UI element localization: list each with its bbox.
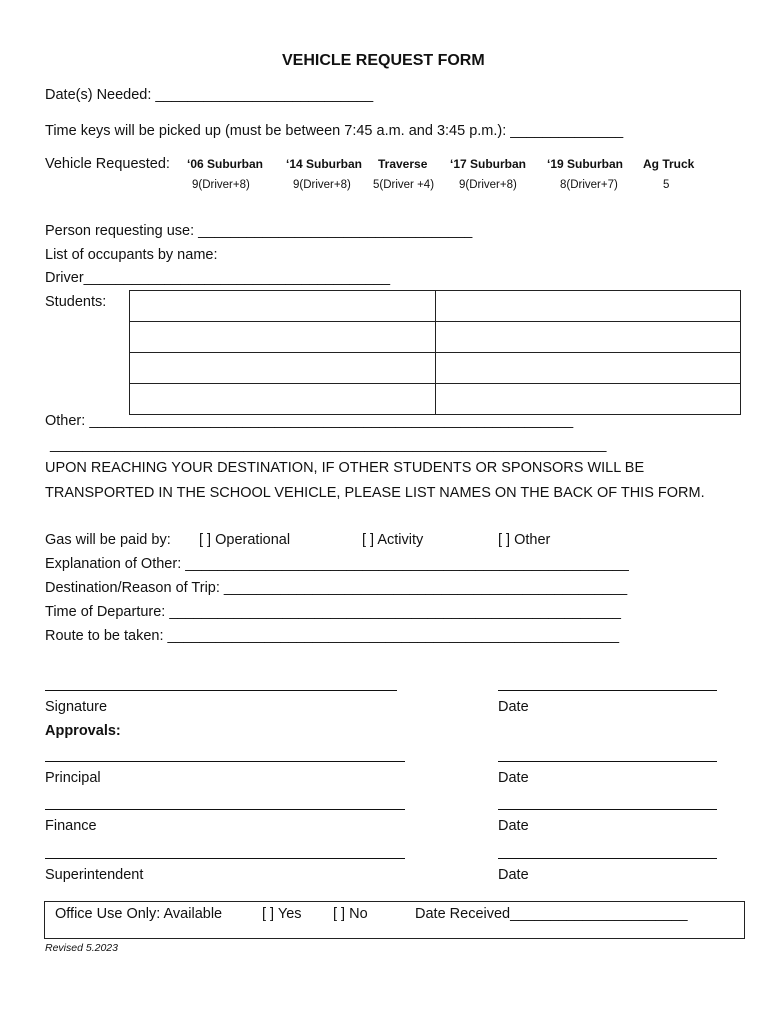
students-table: [129, 290, 741, 415]
vehicle-capacity: 8(Driver+7): [560, 179, 618, 191]
vehicle-requested-label: Vehicle Requested:: [45, 156, 170, 172]
superintendent-date-line[interactable]: [498, 858, 717, 859]
revised-note: Revised 5.2023: [45, 942, 118, 954]
student-cell[interactable]: [130, 291, 436, 322]
student-cell[interactable]: [435, 322, 741, 353]
other-occupants-field[interactable]: Other: ____________________________________________________________: [45, 413, 574, 429]
date-label: Date: [498, 867, 529, 883]
vehicle-capacity: 5(Driver +4): [373, 179, 435, 191]
principal-label: Principal: [45, 770, 101, 786]
page-title: VEHICLE REQUEST FORM: [282, 52, 485, 69]
vehicle-capacity: 5: [663, 179, 670, 191]
date-label: Date: [498, 699, 529, 715]
date-label: Date: [498, 818, 529, 834]
gas-option-other[interactable]: [ ] Other: [498, 532, 551, 548]
occupants-label: List of occupants by name:: [45, 247, 218, 263]
finance-signature-line[interactable]: [45, 809, 405, 810]
vehicle-option-17-suburban[interactable]: ‘17 Suburban: [450, 157, 527, 171]
student-cell[interactable]: [435, 291, 741, 322]
route-field[interactable]: Route to be taken: ________________________________________________________: [45, 628, 620, 644]
student-cell[interactable]: [435, 353, 741, 384]
approvals-heading: Approvals:: [45, 723, 121, 739]
students-label: Students:: [45, 294, 107, 310]
vehicle-option-traverse[interactable]: Traverse: [378, 157, 428, 171]
person-requesting-field[interactable]: Person requesting use: __________________________________: [45, 223, 473, 239]
office-yes-option[interactable]: [ ] Yes: [262, 906, 302, 922]
destination-field[interactable]: Destination/Reason of Trip: __________________________________________________: [45, 580, 628, 596]
vehicle-option-19-suburban[interactable]: ‘19 Suburban: [547, 157, 624, 171]
table-row: [130, 291, 741, 322]
superintendent-label: Superintendent: [45, 867, 144, 883]
student-cell[interactable]: [130, 384, 436, 415]
principal-signature-line[interactable]: [45, 761, 405, 762]
table-row: [130, 322, 741, 353]
other-occupants-line[interactable]: _____________________________________________________________________: [50, 437, 607, 453]
vehicle-capacity: 9(Driver+8): [192, 179, 250, 191]
student-cell[interactable]: [130, 353, 436, 384]
office-use-label: Office Use Only: Available: [55, 906, 223, 922]
departure-field[interactable]: Time of Departure: ________________________________________________________: [45, 604, 621, 620]
vehicle-capacity: 9(Driver+8): [459, 179, 517, 191]
time-keys-field[interactable]: Time keys will be picked up (must be between 7:45 a.m. and 3:45 p.m.): ______________: [45, 123, 624, 139]
dates-needed-field[interactable]: Date(s) Needed: ___________________________: [45, 87, 374, 103]
gas-paid-label: Gas will be paid by:: [45, 532, 171, 548]
vehicle-option-ag-truck[interactable]: Ag Truck: [643, 157, 695, 171]
date-label: Date: [498, 770, 529, 786]
finance-label: Finance: [45, 818, 97, 834]
signature-line[interactable]: [45, 690, 397, 691]
signature-label: Signature: [45, 699, 108, 715]
student-cell[interactable]: [130, 322, 436, 353]
date-received-field[interactable]: Date Received______________________: [415, 906, 688, 922]
driver-field[interactable]: Driver______________________________________: [45, 270, 391, 286]
vehicle-option-14-suburban[interactable]: ‘14 Suburban: [286, 157, 363, 171]
gas-option-operational[interactable]: [ ] Operational: [199, 532, 291, 548]
explanation-field[interactable]: Explanation of Other: _______________________________________________________: [45, 556, 629, 572]
vehicle-capacity: 9(Driver+8): [293, 179, 351, 191]
signature-date-line[interactable]: [498, 690, 717, 691]
table-row: [130, 353, 741, 384]
student-cell[interactable]: [435, 384, 741, 415]
gas-option-activity[interactable]: [ ] Activity: [362, 532, 424, 548]
notice-text-line1: UPON REACHING YOUR DESTINATION, IF OTHER STUDENTS OR SPONSORS WILL BE: [45, 460, 645, 476]
notice-text-line2: TRANSPORTED IN THE SCHOOL VEHICLE, PLEASE LIST NAMES ON THE BACK OF THIS FORM.: [45, 485, 705, 501]
office-no-option[interactable]: [ ] No: [333, 906, 368, 922]
table-row: [130, 384, 741, 415]
principal-date-line[interactable]: [498, 761, 717, 762]
vehicle-option-06-suburban[interactable]: ‘06 Suburban: [187, 157, 264, 171]
finance-date-line[interactable]: [498, 809, 717, 810]
superintendent-signature-line[interactable]: [45, 858, 405, 859]
